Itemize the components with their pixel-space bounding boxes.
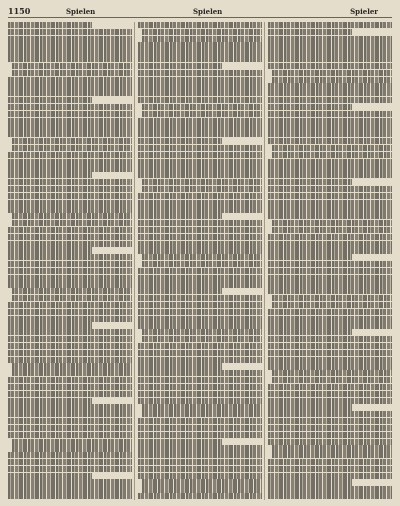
text-line — [268, 473, 392, 479]
text-line — [8, 479, 132, 485]
text-line — [8, 391, 132, 397]
text-line — [8, 316, 132, 322]
text-line — [8, 193, 132, 199]
text-line — [138, 77, 262, 83]
text-line — [268, 131, 392, 137]
text-line — [138, 220, 262, 226]
text-line — [272, 220, 392, 226]
text-line — [8, 336, 132, 342]
text-line — [8, 227, 132, 233]
text-line — [268, 343, 392, 349]
text-line — [142, 329, 262, 335]
text-line — [12, 439, 132, 445]
text-line — [268, 186, 392, 192]
text-line — [268, 206, 392, 212]
text-line — [268, 213, 392, 219]
text-line — [138, 302, 262, 308]
text-line — [8, 104, 132, 110]
text-line — [8, 179, 132, 185]
text-line — [8, 118, 132, 124]
text-line — [138, 49, 262, 55]
text-line — [268, 432, 392, 438]
text-line — [8, 36, 132, 42]
text-line — [142, 411, 262, 417]
text-line — [8, 90, 132, 96]
text-line — [138, 350, 262, 356]
text-line — [268, 268, 392, 274]
text-line — [8, 254, 132, 260]
text-line — [8, 404, 132, 410]
text-line — [268, 241, 392, 247]
text-line — [8, 268, 132, 274]
text-line — [142, 111, 262, 117]
text-line — [138, 452, 262, 458]
text-line — [8, 486, 132, 492]
text-line — [138, 398, 262, 404]
text-line — [8, 234, 132, 240]
text-line — [138, 357, 262, 363]
left-heading: Spielen — [66, 7, 96, 16]
text-line — [8, 165, 132, 171]
text-line — [268, 398, 392, 404]
text-line — [272, 370, 392, 376]
text-line — [8, 97, 92, 103]
text-line — [268, 336, 392, 342]
text-line — [268, 350, 392, 356]
text-line — [138, 206, 262, 212]
text-line — [12, 445, 132, 451]
text-line — [268, 316, 392, 322]
text-line — [8, 418, 132, 424]
text-line — [268, 281, 392, 287]
text-line — [138, 234, 262, 240]
text-line — [138, 152, 262, 158]
text-line — [8, 425, 132, 431]
text-line — [12, 138, 132, 144]
text-line — [138, 322, 262, 328]
text-line — [268, 363, 392, 369]
text-line — [12, 370, 132, 376]
right-heading: Spieler — [350, 7, 378, 16]
text-line — [138, 370, 262, 376]
text-line — [138, 165, 262, 171]
text-line — [138, 275, 262, 281]
text-line — [138, 493, 262, 499]
text-line — [138, 316, 262, 322]
text-line — [142, 404, 262, 410]
text-line — [138, 473, 262, 479]
text-line — [268, 90, 392, 96]
text-line — [8, 172, 92, 178]
text-line — [268, 49, 392, 55]
text-line — [268, 36, 392, 42]
text-line — [8, 493, 132, 499]
text-line — [142, 486, 262, 492]
text-line — [138, 391, 262, 397]
column-1-text — [8, 22, 132, 29]
text-line — [12, 63, 132, 69]
text-line — [8, 432, 132, 438]
text-line — [138, 288, 222, 294]
text-line — [8, 124, 132, 130]
text-line — [268, 384, 392, 390]
text-line — [268, 42, 392, 48]
text-line — [138, 295, 262, 301]
text-column-3 — [268, 22, 392, 500]
text-line — [272, 77, 392, 83]
text-line — [8, 111, 132, 117]
text-line — [268, 97, 392, 103]
center-heading: Spielen — [193, 7, 223, 16]
text-line — [8, 186, 132, 192]
text-line — [8, 152, 132, 158]
text-line — [138, 227, 262, 233]
text-line — [268, 288, 392, 294]
text-line — [268, 234, 392, 240]
text-line — [138, 384, 262, 390]
text-line — [142, 254, 262, 260]
text-line — [138, 377, 262, 383]
text-line — [8, 377, 132, 383]
text-line — [268, 29, 352, 35]
text-line — [268, 56, 392, 62]
text-line — [268, 247, 392, 253]
text-line — [8, 473, 92, 479]
text-line — [142, 186, 262, 192]
text-line — [272, 70, 392, 76]
text-line — [138, 459, 262, 465]
text-line — [138, 159, 262, 165]
text-line — [268, 425, 392, 431]
text-line — [138, 439, 222, 445]
text-line — [138, 172, 262, 178]
text-line — [268, 459, 392, 465]
column-2-text — [138, 22, 262, 29]
text-line — [8, 29, 132, 35]
text-line — [8, 411, 132, 417]
text-line — [138, 70, 262, 76]
text-line — [138, 241, 262, 247]
text-line — [8, 459, 132, 465]
text-line — [268, 486, 392, 492]
text-line — [268, 159, 392, 165]
text-line — [142, 479, 262, 485]
text-line — [268, 200, 392, 206]
text-line — [138, 343, 262, 349]
text-line — [12, 213, 132, 219]
text-line — [138, 466, 262, 472]
text-line — [8, 452, 132, 458]
text-line — [268, 172, 392, 178]
text-line — [8, 247, 92, 253]
text-line — [138, 425, 262, 431]
text-line — [138, 247, 262, 253]
text-line — [268, 329, 352, 335]
text-line — [138, 200, 262, 206]
text-line — [8, 302, 132, 308]
text-column-2 — [138, 22, 262, 500]
text-line — [138, 309, 262, 315]
text-line — [138, 56, 262, 62]
text-line — [268, 124, 392, 130]
text-line — [268, 391, 392, 397]
text-line — [8, 241, 132, 247]
column-3-text — [268, 22, 392, 29]
text-line — [272, 302, 392, 308]
text-line — [12, 295, 132, 301]
text-line — [272, 152, 392, 158]
text-line — [12, 145, 132, 151]
text-line — [268, 63, 392, 69]
text-line — [268, 138, 392, 144]
text-line — [138, 268, 262, 274]
column-divider — [134, 22, 135, 500]
text-line — [138, 281, 262, 287]
text-line — [12, 363, 132, 369]
text-line — [268, 179, 352, 185]
text-line — [138, 432, 262, 438]
text-line — [268, 165, 392, 171]
text-line — [8, 49, 132, 55]
text-column-1 — [8, 22, 132, 500]
text-line — [138, 124, 262, 130]
text-line — [138, 131, 262, 137]
text-line — [8, 261, 132, 267]
text-line — [138, 193, 262, 199]
text-line — [268, 411, 392, 417]
text-line — [138, 145, 262, 151]
text-line — [12, 288, 132, 294]
text-line — [142, 336, 262, 342]
text-line — [138, 63, 222, 69]
text-line — [8, 200, 132, 206]
page-number: 1150 — [8, 6, 31, 16]
text-line — [268, 193, 392, 199]
text-line — [268, 254, 352, 260]
text-line — [138, 90, 262, 96]
text-line — [142, 261, 262, 267]
text-line — [8, 42, 132, 48]
text-line — [268, 404, 352, 410]
text-line — [272, 452, 392, 458]
text-line — [268, 309, 392, 315]
text-line — [272, 295, 392, 301]
text-line — [8, 131, 132, 137]
text-line — [8, 357, 132, 363]
text-line — [142, 36, 262, 42]
text-line — [268, 83, 392, 89]
text-line — [272, 377, 392, 383]
text-line — [8, 56, 132, 62]
text-line — [8, 309, 132, 315]
text-line — [268, 466, 392, 472]
text-line — [142, 104, 262, 110]
text-line — [272, 227, 392, 233]
text-line — [8, 281, 132, 287]
text-line — [138, 42, 262, 48]
text-line — [138, 138, 222, 144]
text-line — [138, 418, 262, 424]
text-line — [8, 466, 132, 472]
text-line — [138, 363, 222, 369]
text-line — [8, 343, 132, 349]
text-line — [268, 111, 392, 117]
text-line — [138, 213, 222, 219]
text-line — [8, 322, 92, 328]
text-line — [8, 159, 132, 165]
text-line — [8, 350, 132, 356]
text-line — [8, 275, 132, 281]
text-line — [8, 329, 132, 335]
text-line — [8, 206, 132, 212]
text-line — [268, 493, 392, 499]
text-line — [8, 398, 92, 404]
text-line — [12, 70, 132, 76]
header-rule — [8, 17, 392, 18]
text-line — [268, 322, 392, 328]
column-divider — [264, 22, 265, 500]
text-line — [268, 275, 392, 281]
text-line — [268, 479, 352, 485]
text-line — [8, 83, 132, 89]
text-line — [268, 357, 392, 363]
text-line — [8, 77, 132, 83]
text-line — [268, 439, 392, 445]
text-line — [12, 220, 132, 226]
text-line — [138, 83, 262, 89]
text-line — [138, 118, 262, 124]
text-line — [138, 97, 262, 103]
text-line — [142, 179, 262, 185]
text-line — [268, 104, 352, 110]
text-line — [272, 445, 392, 451]
text-line — [268, 418, 392, 424]
text-line — [272, 145, 392, 151]
text-line — [8, 384, 132, 390]
text-line — [268, 261, 392, 267]
text-line — [138, 445, 262, 451]
text-line — [142, 29, 262, 35]
text-line — [268, 118, 392, 124]
